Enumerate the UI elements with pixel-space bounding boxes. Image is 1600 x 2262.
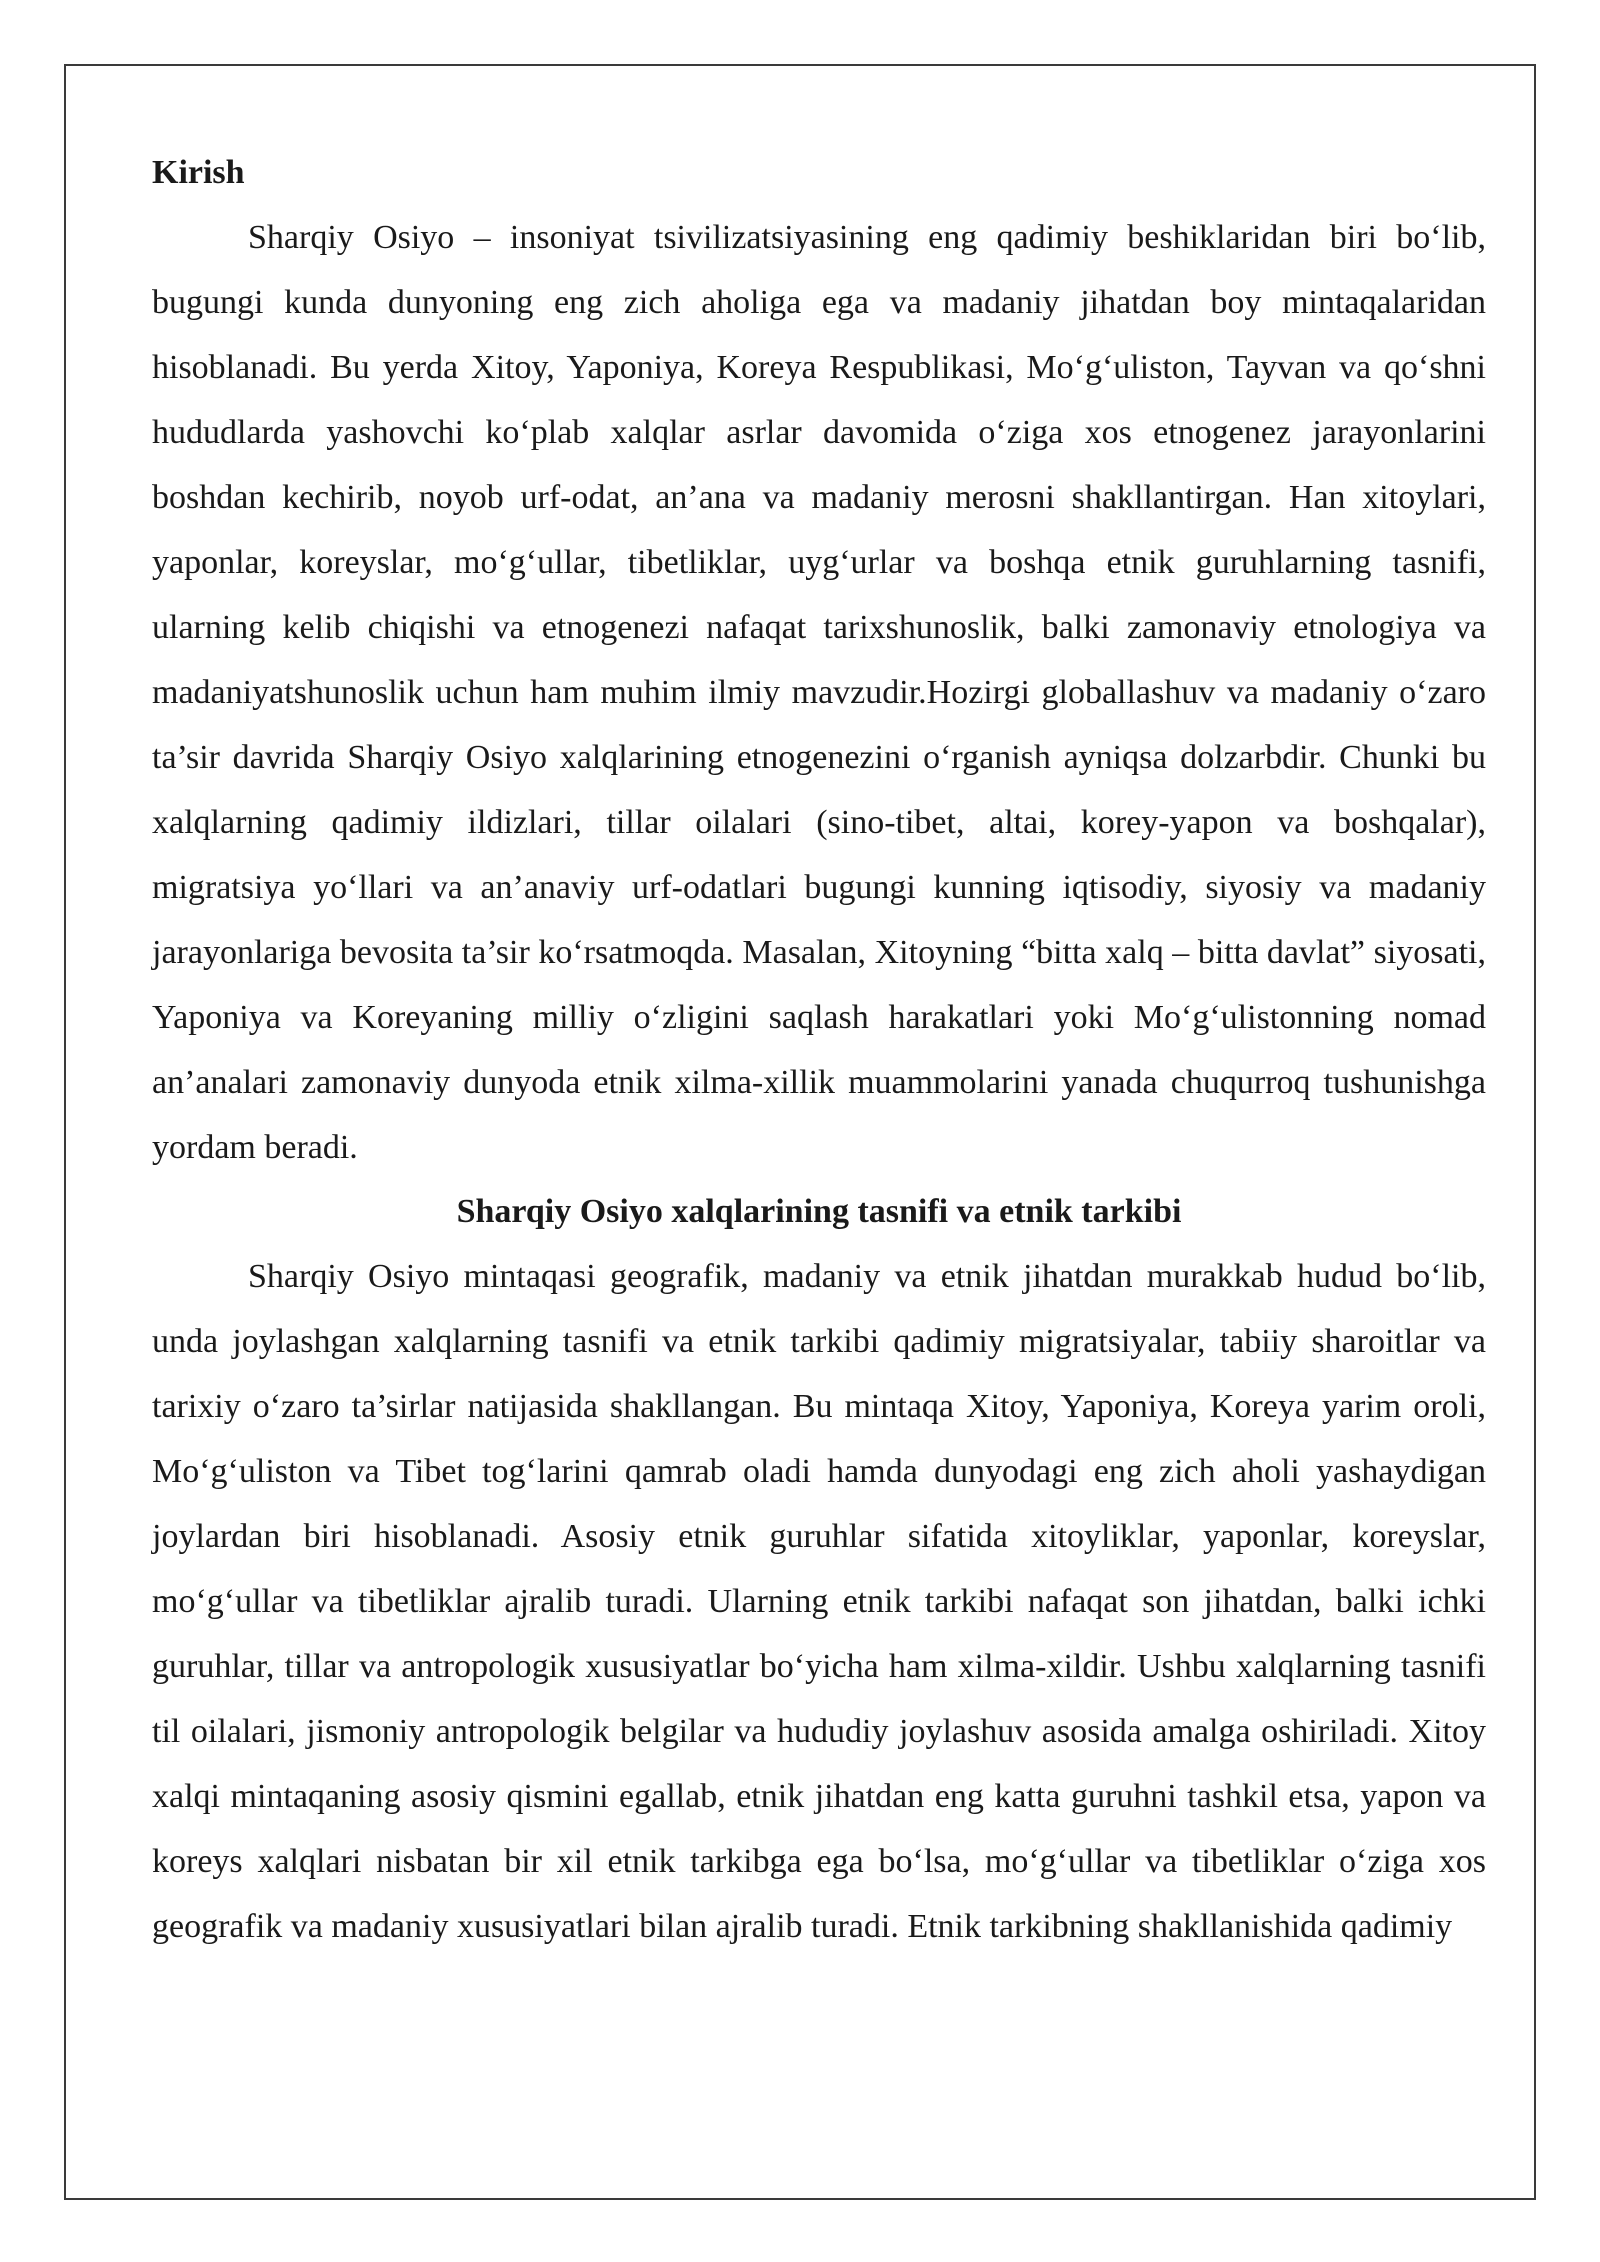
section-paragraph: Sharqiy Osiyo mintaqasi geografik, madaniy va etnik jihatdan murakkab hudud bo‘lib, unda joylashgan xalqlarning tasnifi va etnik tarkibi qadimiy migratsiyalar, tabiiy sharoitlar va tarixiy o‘zaro ta’sirlar natijasida shakllangan. Bu mintaqa Xitoy, Yaponiya, Koreya yarim oroli, Mo‘g‘uliston va Tibet tog‘larini qamrab oladi hamda dunyodagi eng zich aholi yashaydigan joylardan biri hisoblanadi. Asosiy etnik guruhlar sifatida xitoyliklar, yaponlar, koreyslar, mo‘g‘ullar va tibetliklar ajralib turadi. Ularning etnik tarkibi nafaqat son jihatdan, balki ichki guruhlar, tillar va antropologik xususiyatlar bo‘yicha ham xilma-xildir. Ushbu xalqlarning tasnifi til oilalari, jismoniy antropologik belgilar va hududiy joylashuv asosida amalga oshiriladi. Xitoy xalqi mintaqaning asosiy qismini egallab, etnik jihatdan eng katta guruhni tashkil etsa, yapon va koreys xalqlari nisbatan bir xil etnik tarkibga ega bo‘lsa, mo‘g‘ullar va tibetliklar o‘ziga xos geografik va madaniy xususiyatlari bilan ajralib turadi. Etnik tarkibning shakllanishida qadimiy — [152, 1258, 1486, 1945]
document-body — [152, 140, 1486, 1959]
intro-heading: Kirish — [152, 154, 245, 191]
section-heading: Sharqiy Osiyo xalqlarining tasnifi va etnik tarkibi — [456, 1193, 1182, 1230]
intro-paragraph: Sharqiy Osiyo – insoniyat tsivilizatsiyasining eng qadimiy beshiklaridan biri bo‘lib, bugungi kunda dunyoning eng zich aholiga ega va madaniy jihatdan boy mintaqalaridan hisoblanadi. Bu yerda Xitoy, Yaponiya, Koreya Respublikasi, Mo‘g‘uliston, Tayvan va qo‘shni hududlarda yashovchi ko‘plab xalqlar asrlar davomida o‘ziga xos etnogenez jarayonlarini boshdan kechirib, noyob urf-odat, an’ana va madaniy merosni shakllantirgan. Han xitoylari, yaponlar, koreyslar, mo‘g‘ullar, tibetliklar, uyg‘urlar va boshqa etnik guruhlarning tasnifi, ularning kelib chiqishi va etnogenezi nafaqat tarixshunoslik, balki zamonaviy etnologiya va madaniyatshunoslik uchun ham muhim ilmiy mavzudir.Hozirgi globallashuv va madaniy o‘zaro ta’sir davrida Sharqiy Osiyo xalqlarining etnogenezini o‘rganish ayniqsa dolzarbdir. Chunki bu xalqlarning qadimiy ildizlari, tillar oilalari (sino-tibet, altai, korey-yapon va boshqalar), migratsiya yo‘llari va an’anaviy urf-odatlari bugungi kunning iqtisodiy, siyosiy va madaniy jarayonlariga bevosita ta’sir ko‘rsatmoqda. Masalan, Xitoyning “bitta xalq – bitta davlat” siyosati, Yaponiya va Koreyaning milliy o‘zligini saqlash harakatlari yoki Mo‘g‘ulistonning nomad an’analari zamonaviy dunyoda etnik xilma-xillik muammolarini yanada chuqurroq tushunishga yordam beradi. — [152, 219, 1486, 1166]
